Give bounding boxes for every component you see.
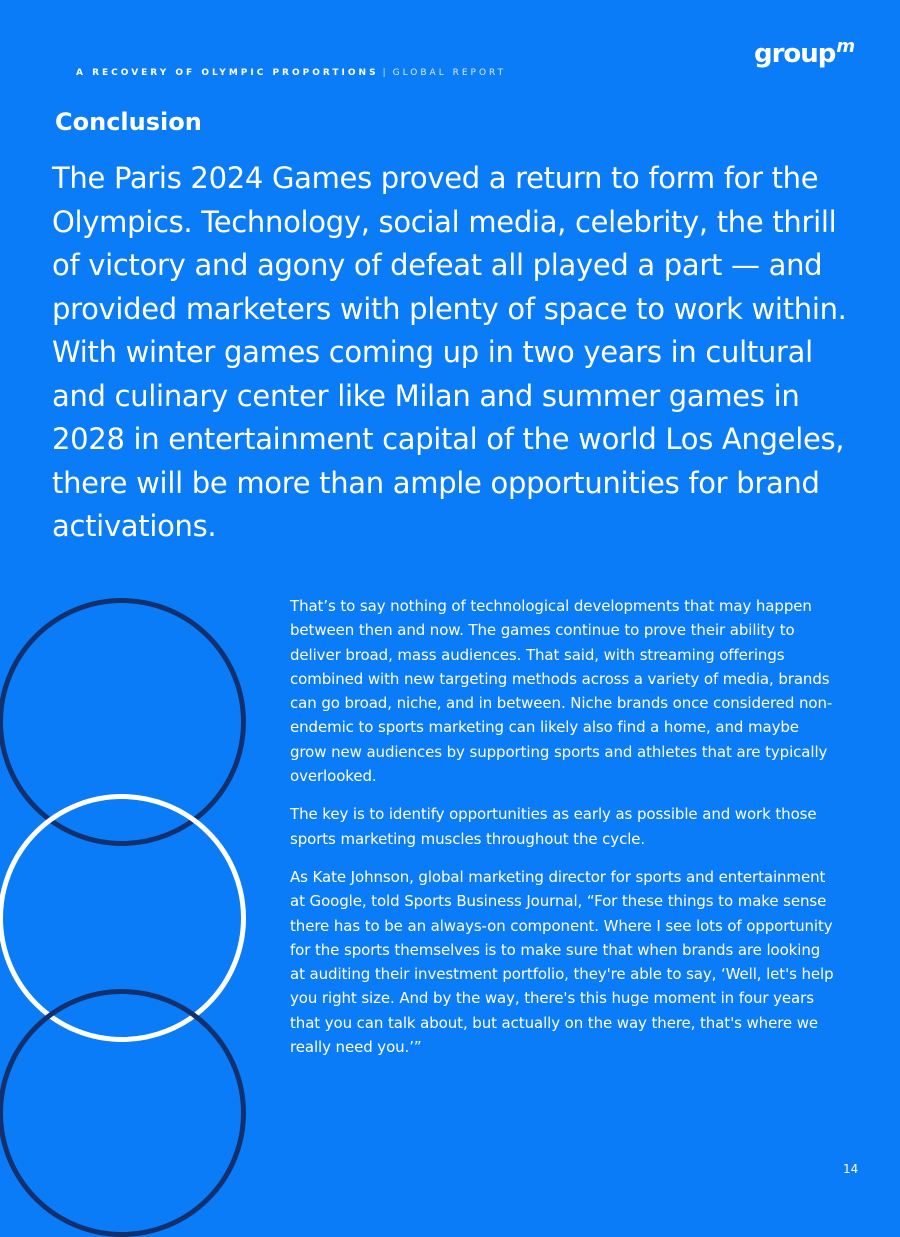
page-number: 14 [843, 1162, 859, 1176]
report-title: A RECOVERY OF OLYMPIC PROPORTIONS [76, 68, 379, 78]
body-paragraph: The key is to identify opportunities as early as possible and work those sports marketing muscles throughout the cycle. [290, 805, 817, 848]
header-separator: | [382, 68, 389, 78]
logo-text: group [754, 39, 836, 69]
section-title: Conclusion [55, 108, 202, 136]
report-header [76, 68, 506, 78]
logo-superscript: m [836, 36, 855, 57]
body-paragraph: As Kate Johnson, global marketing director for sports and entertainment at Google, told Sports Business Journal, “For these things to make sense there has to be an always-on component. Where I see lots of opportunity for the sports themselves is to make sure that when brands are looking at auditing their investment portfolio, they're able to say, ‘Well, let's help you right size. And by the way, there's this huge moment in four years that you can talk about, but actually on the way there, that's where we really need you.’” [290, 867, 834, 1057]
body-paragraph: That’s to say nothing of technological developments that may happen between then and now. The games continue to prove their ability to deliver broad, mass audiences. That said, with streaming offerings combined with new targeting methods across a variety of media, brands can go broad, niche, and in between. Niche brands once considered non-endemic to sports marketing can likely also find a home, and maybe grow new audiences by supporting sports and athletes that are typically overlooked. [290, 597, 833, 786]
lead-paragraph: The Paris 2024 Games proved a return to form for the Olympics. Technology, social media, celebrity, the thrill of victory and agony of defeat all played a part — and provided marketers with plenty of space to work within. With winter games coming up in two years in cultural and culinary center like Milan and summer games in 2028 in entertainment capital of the world Los Angeles, there will be more than ample opportunities for brand activations. [52, 161, 847, 543]
body-text-column [290, 594, 835, 1073]
report-type: GLOBAL REPORT [392, 68, 507, 78]
groupm-logo [754, 38, 854, 67]
